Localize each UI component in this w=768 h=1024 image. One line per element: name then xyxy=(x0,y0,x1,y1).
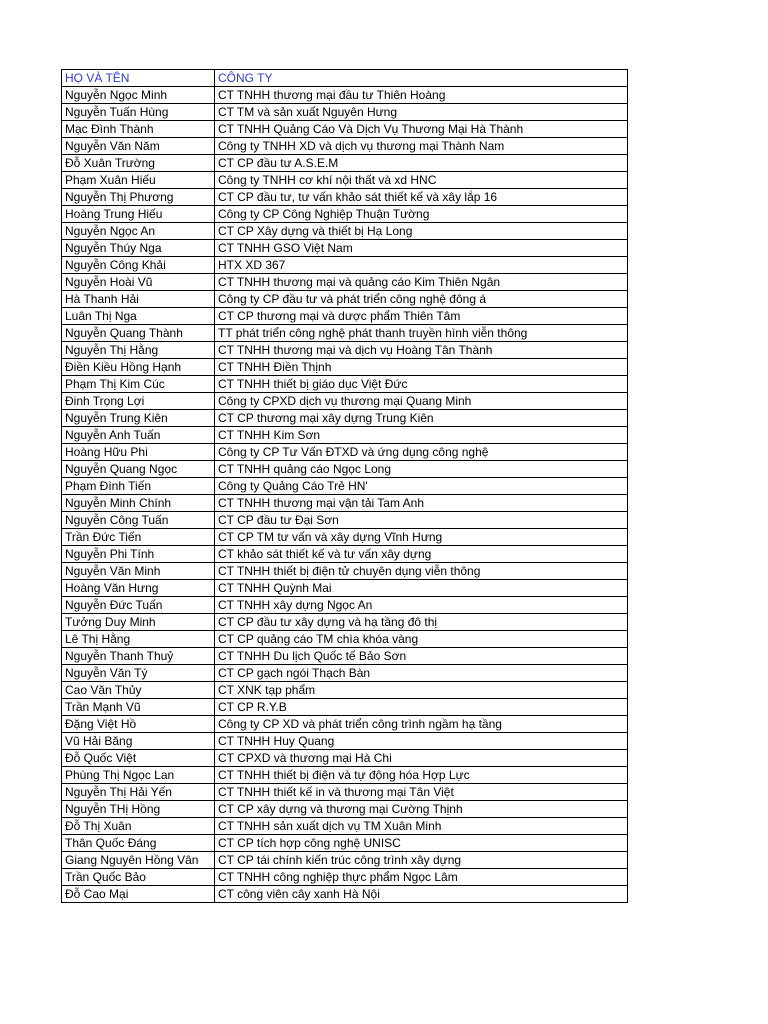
table-row xyxy=(62,801,628,818)
name-cell: Phùng Thị Ngọc Lan xyxy=(62,767,215,784)
company-cell: CT TNHH xây dựng Ngọc An xyxy=(215,597,628,614)
company-cell: CT CP R.Y.B xyxy=(215,699,628,716)
table-row xyxy=(62,342,628,359)
header-company: CÔNG TY xyxy=(215,70,628,87)
table-row xyxy=(62,767,628,784)
company-cell: Công ty CP Công Nghiệp Thuận Tường xyxy=(215,206,628,223)
table-row xyxy=(62,376,628,393)
company-cell: CT TNHH Quỳnh Mai xyxy=(215,580,628,597)
table-row xyxy=(62,614,628,631)
table-row xyxy=(62,223,628,240)
company-cell: CT TNHH thương mại đầu tư Thiên Hoàng xyxy=(215,87,628,104)
table-row xyxy=(62,274,628,291)
name-cell: Nguyễn Thị Hải Yến xyxy=(62,784,215,801)
name-cell: Mạc Đình Thành xyxy=(62,121,215,138)
table-row xyxy=(62,478,628,495)
name-cell: Đỗ Xuân Trường xyxy=(62,155,215,172)
table-row xyxy=(62,682,628,699)
table-row xyxy=(62,784,628,801)
company-cell: CT TNHH thiết bị điện tử chuyên dụng viễn thông xyxy=(215,563,628,580)
name-cell: Nguyễn Thúy Nga xyxy=(62,240,215,257)
table-row xyxy=(62,563,628,580)
name-cell: Nguyễn Thị Phương xyxy=(62,189,215,206)
name-cell: Tưởng Duy Minh xyxy=(62,614,215,631)
table-row xyxy=(62,869,628,886)
name-cell: Đỗ Thị Xuân xyxy=(62,818,215,835)
company-cell: CT CP tái chính kiến trúc công trình xây dựng xyxy=(215,852,628,869)
company-cell: CT TNHH Kim Sơn xyxy=(215,427,628,444)
table-row xyxy=(62,172,628,189)
company-cell: CT CP thương mại và dược phẩm Thiên Tâm xyxy=(215,308,628,325)
company-cell: Công ty TNHH XD và dịch vụ thương mại Thành Nam xyxy=(215,138,628,155)
header-name: HỌ VÀ TÊN xyxy=(62,70,215,87)
name-cell: Phạm Xuân Hiếu xyxy=(62,172,215,189)
table-row xyxy=(62,104,628,121)
name-cell: Nguyễn Trung Kiên xyxy=(62,410,215,427)
name-cell: Trần Đức Tiến xyxy=(62,529,215,546)
name-cell: Lê Thị Hằng xyxy=(62,631,215,648)
company-cell: CT CP đầu tư Đại Sơn xyxy=(215,512,628,529)
table-row xyxy=(62,87,628,104)
company-cell: CT CP xây dựng và thương mại Cường Thịnh xyxy=(215,801,628,818)
name-cell: Nguyễn Ngọc An xyxy=(62,223,215,240)
name-cell: Đặng Việt Hồ xyxy=(62,716,215,733)
table-row xyxy=(62,410,628,427)
table-row xyxy=(62,665,628,682)
name-cell: Hà Thanh Hải xyxy=(62,291,215,308)
name-cell: Nguyễn Phi Tính xyxy=(62,546,215,563)
name-cell: Nguyễn Anh Tuấn xyxy=(62,427,215,444)
table-row xyxy=(62,257,628,274)
company-cell: CT TNHH thiết kế in và thương mại Tân Việt xyxy=(215,784,628,801)
company-cell: CT CP đầu tư, tư vấn khảo sát thiết kế và xây lắp 16 xyxy=(215,189,628,206)
table-row xyxy=(62,529,628,546)
company-cell: CT CP tích hợp công nghệ UNISC xyxy=(215,835,628,852)
name-cell: Đinh Trọng Lợi xyxy=(62,393,215,410)
name-cell: Luân Thị Nga xyxy=(62,308,215,325)
company-cell: CT TNHH công nghiệp thực phẩm Ngọc Lâm xyxy=(215,869,628,886)
company-cell: CT CP quảng cáo TM chìa khóa vàng xyxy=(215,631,628,648)
table-row xyxy=(62,750,628,767)
table-row xyxy=(62,189,628,206)
company-cell: CT khảo sát thiết kế và tư vấn xây dựng xyxy=(215,546,628,563)
table-row xyxy=(62,818,628,835)
company-cell: CT CP đầu tư xây dựng và hạ tầng đô thị xyxy=(215,614,628,631)
table-row xyxy=(62,716,628,733)
table-row xyxy=(62,155,628,172)
table-row xyxy=(62,444,628,461)
name-cell: Nguyễn THị Hồng xyxy=(62,801,215,818)
company-cell: CT TNHH sản xuất dịch vụ TM Xuân Minh xyxy=(215,818,628,835)
name-cell: Nguyễn Quang Thành xyxy=(62,325,215,342)
table-header-row xyxy=(62,70,628,87)
name-cell: Điền Kiều Hồng Hạnh xyxy=(62,359,215,376)
name-cell: Nguyễn Hoài Vũ xyxy=(62,274,215,291)
company-cell: TT phát triển công nghệ phát thanh truyền hình viễn thông xyxy=(215,325,628,342)
table-row xyxy=(62,631,628,648)
name-cell: Nguyễn Văn Tý xyxy=(62,665,215,682)
table-row xyxy=(62,325,628,342)
name-cell: Nguyễn Công Khải xyxy=(62,257,215,274)
company-cell: CT TM và sản xuất Nguyên Hưng xyxy=(215,104,628,121)
company-cell: CT CP thương mại xây dựng Trung Kiên xyxy=(215,410,628,427)
company-cell: CT TNHH thương mại và dịch vụ Hoàng Tân Thành xyxy=(215,342,628,359)
name-cell: Hoàng Trung Hiếu xyxy=(62,206,215,223)
company-cell: CT TNHH quảng cáo Ngọc Long xyxy=(215,461,628,478)
company-cell: Công ty CP đầu tư và phát triển công nghệ đông á xyxy=(215,291,628,308)
company-cell: CT TNHH thương mại vận tải Tam Anh xyxy=(215,495,628,512)
name-cell: Nguyễn Công Tuấn xyxy=(62,512,215,529)
company-cell: CT CP gạch ngói Thạch Bàn xyxy=(215,665,628,682)
table-row xyxy=(62,495,628,512)
table-row xyxy=(62,512,628,529)
company-cell: CT CP TM tư vấn và xây dựng Vĩnh Hưng xyxy=(215,529,628,546)
company-cell: CT TNHH Quảng Cáo Và Dịch Vụ Thương Mại Hà Thành xyxy=(215,121,628,138)
name-cell: Hoàng Văn Hưng xyxy=(62,580,215,597)
table-row xyxy=(62,699,628,716)
contact-table xyxy=(61,69,628,903)
name-cell: Trần Quốc Bảo xyxy=(62,869,215,886)
table-row xyxy=(62,308,628,325)
name-cell: Nguyễn Đức Tuấn xyxy=(62,597,215,614)
name-cell: Hoàng Hữu Phi xyxy=(62,444,215,461)
name-cell: Nguyễn Tuấn Hùng xyxy=(62,104,215,121)
company-cell: HTX XD 367 xyxy=(215,257,628,274)
company-cell: CT XNK tạp phẩm xyxy=(215,682,628,699)
name-cell: Cao Văn Thủy xyxy=(62,682,215,699)
table-row xyxy=(62,886,628,903)
name-cell: Phạm Đình Tiến xyxy=(62,478,215,495)
company-cell: CT công viên cây xanh Hà Nội xyxy=(215,886,628,903)
company-cell: CT TNHH thiết bị giáo dục Việt Đức xyxy=(215,376,628,393)
table-row xyxy=(62,597,628,614)
table-row xyxy=(62,648,628,665)
table-row xyxy=(62,461,628,478)
table-row xyxy=(62,835,628,852)
name-cell: Đỗ Quốc Việt xyxy=(62,750,215,767)
company-cell: CT TNHH Huy Quang xyxy=(215,733,628,750)
table-row xyxy=(62,733,628,750)
name-cell: Nguyễn Thị Hằng xyxy=(62,342,215,359)
table-row xyxy=(62,427,628,444)
company-cell: CT CPXD và thương mại Hà Chi xyxy=(215,750,628,767)
name-cell: Đỗ Cao Mại xyxy=(62,886,215,903)
table-row xyxy=(62,206,628,223)
table-row xyxy=(62,121,628,138)
table-row xyxy=(62,393,628,410)
table-row xyxy=(62,359,628,376)
company-cell: CT TNHH Điền Thịnh xyxy=(215,359,628,376)
name-cell: Nguyễn Văn Năm xyxy=(62,138,215,155)
table-row xyxy=(62,580,628,597)
company-cell: Công ty CPXD dịch vụ thương mại Quang Minh xyxy=(215,393,628,410)
name-cell: Nguyễn Thanh Thuỷ xyxy=(62,648,215,665)
company-cell: Công ty TNHH cơ khí nội thất và xd HNC xyxy=(215,172,628,189)
company-cell: Công ty CP XD và phát triển công trình ngầm hạ tầng xyxy=(215,716,628,733)
company-cell: CT TNHH thương mại và quảng cáo Kim Thiên Ngân xyxy=(215,274,628,291)
name-cell: Nguyễn Quang Ngọc xyxy=(62,461,215,478)
name-cell: Nguyễn Ngọc Minh xyxy=(62,87,215,104)
company-cell: CT TNHH GSO Việt Nam xyxy=(215,240,628,257)
name-cell: Vũ Hải Băng xyxy=(62,733,215,750)
table-row xyxy=(62,240,628,257)
company-cell: CT TNHH Du lịch Quốc tế Bảo Sơn xyxy=(215,648,628,665)
company-cell: Công ty CP Tư Vấn ĐTXD và ứng dụng công nghệ xyxy=(215,444,628,461)
table-row xyxy=(62,546,628,563)
table-row xyxy=(62,138,628,155)
company-cell: Công ty Quảng Cáo Trẻ HN' xyxy=(215,478,628,495)
company-cell: CT CP Xây dựng và thiết bị Hạ Long xyxy=(215,223,628,240)
table-row xyxy=(62,291,628,308)
company-cell: CT TNHH thiết bị điện và tự động hóa Hợp Lực xyxy=(215,767,628,784)
company-cell: CT CP đầu tư A.S.E.M xyxy=(215,155,628,172)
name-cell: Thân Quốc Đáng xyxy=(62,835,215,852)
name-cell: Nguyễn Minh Chính xyxy=(62,495,215,512)
name-cell: Trần Mạnh Vũ xyxy=(62,699,215,716)
table-row xyxy=(62,852,628,869)
name-cell: Nguyễn Văn Minh xyxy=(62,563,215,580)
name-cell: Phạm Thị Kim Cúc xyxy=(62,376,215,393)
name-cell: Giang Nguyên Hồng Vân xyxy=(62,852,215,869)
